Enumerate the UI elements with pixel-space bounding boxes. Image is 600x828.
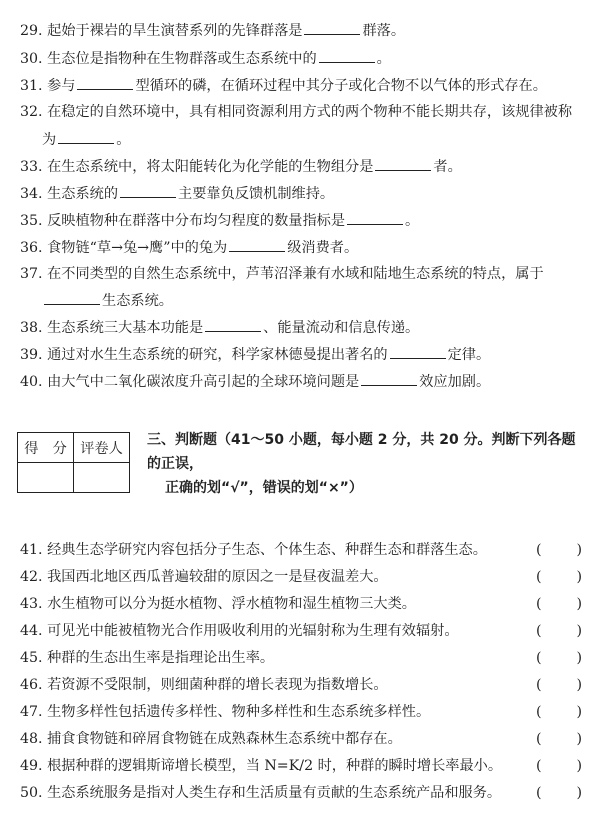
question-44: 44. 可见光中能被植物光合作用吸收利用的光辐射称为生理有效辐射。 ( ) (20, 623, 582, 639)
answer-blank[interactable] (44, 290, 100, 305)
answer-parentheses[interactable]: ( ) (536, 596, 582, 612)
answer-parentheses[interactable]: ( ) (536, 677, 582, 693)
section-heading-line2: 正确的划“√”，错误的划“×”） (165, 480, 363, 496)
answer-parentheses[interactable]: ( ) (536, 758, 582, 774)
question-47: 47. 生物多样性包括遗传多样性、物种多样性和生态系统多样性。 ( ) (20, 704, 582, 720)
question-41: 41. 经典生态学研究内容包括分子生态、个体生态、种群生态和群落生态。 ( ) (20, 542, 582, 558)
question-32: 32. 在稳定的自然环境中，具有相同资源利用方式的两个物种不能长期共存，该规律被称 (20, 104, 573, 120)
question-33: 33. 在生态系统中，将太阳能转化为化学能的生物组分是 者。 (20, 156, 582, 177)
answer-parentheses[interactable]: ( ) (536, 785, 582, 801)
question-36: 36. 食物链“草→兔→鹰”中的兔为 级消费者。 (20, 237, 582, 258)
question-38: 38. 生态系统三大基本功能是 、能量流动和信息传递。 (20, 317, 582, 338)
question-48: 48. 捕食食物链和碎屑食物链在成熟森林生态系统中都存在。 ( ) (20, 731, 582, 747)
question-35: 35. 反映植物种在群落中分布均匀程度的数量指标是 。 (20, 210, 582, 231)
question-43: 43. 水生植物可以分为挺水植物、浮水植物和湿生植物三大类。 ( ) (20, 596, 582, 612)
question-34: 34. 生态系统的 主要靠负反馈机制维持。 (20, 183, 582, 204)
answer-parentheses[interactable]: ( ) (536, 542, 582, 558)
answer-blank[interactable] (205, 317, 261, 332)
grader-header: 评卷人 (74, 433, 130, 463)
question-37: 37. 在不同类型的自然生态系统中，芦苇沼泽兼有水域和陆地生态系统的特点，属于 (20, 266, 544, 282)
section-heading (147, 428, 587, 500)
grader-cell[interactable] (74, 463, 130, 493)
question-37-cont: 生态系统。 (42, 290, 582, 311)
answer-blank[interactable] (375, 156, 431, 171)
answer-parentheses[interactable]: ( ) (536, 650, 582, 666)
question-29: 29. 起始于裸岩的旱生演替系列的先锋群落是 群落。 (20, 20, 582, 41)
question-49: 49. 根据种群的逻辑斯谛增长模型，当 N=K/2 时，种群的瞬时增长率最小。 ( ) (20, 758, 582, 774)
question-32-cont: 为 。 (42, 129, 582, 150)
question-40: 40. 由大气中二氧化碳浓度升高引起的全球环境问题是 效应加剧。 (20, 371, 582, 392)
score-cell[interactable] (18, 463, 74, 493)
question-50: 50. 生态系统服务是指对人类生存和生活质量有贡献的生态系统产品和服务。 ( ) (20, 785, 582, 801)
answer-blank[interactable] (390, 344, 446, 359)
section-heading-line1: 三、判断题（41～50 小题，每小题 2 分，共 20 分。判断下列各题的正误， (147, 432, 576, 472)
answer-blank[interactable] (319, 48, 375, 63)
answer-blank[interactable] (347, 210, 403, 225)
answer-parentheses[interactable]: ( ) (536, 569, 582, 585)
answer-parentheses[interactable]: ( ) (536, 704, 582, 720)
answer-blank[interactable] (361, 371, 417, 386)
question-45: 45. 种群的生态出生率是指理论出生率。 ( ) (20, 650, 582, 666)
score-table (17, 432, 130, 493)
question-42: 42. 我国西北地区西瓜普遍较甜的原因之一是昼夜温差大。 ( ) (20, 569, 582, 585)
answer-parentheses[interactable]: ( ) (536, 731, 582, 747)
question-30: 30. 生态位是指物种在生物群落或生态系统中的 。 (20, 48, 582, 69)
answer-parentheses[interactable]: ( ) (536, 623, 582, 639)
question-31: 31. 参与 型循环的磷，在循环过程中其分子或化合物不以气体的形式存在。 (20, 75, 582, 96)
score-header: 得 分 (18, 433, 74, 463)
answer-blank[interactable] (304, 20, 360, 35)
answer-blank[interactable] (120, 183, 176, 198)
answer-blank[interactable] (77, 75, 133, 90)
answer-blank[interactable] (58, 129, 114, 144)
question-39: 39. 通过对水生生态系统的研究，科学家林德曼提出著名的 定律。 (20, 344, 582, 365)
answer-blank[interactable] (229, 237, 285, 252)
question-46: 46. 若资源不受限制，则细菌种群的增长表现为指数增长。 ( ) (20, 677, 582, 693)
